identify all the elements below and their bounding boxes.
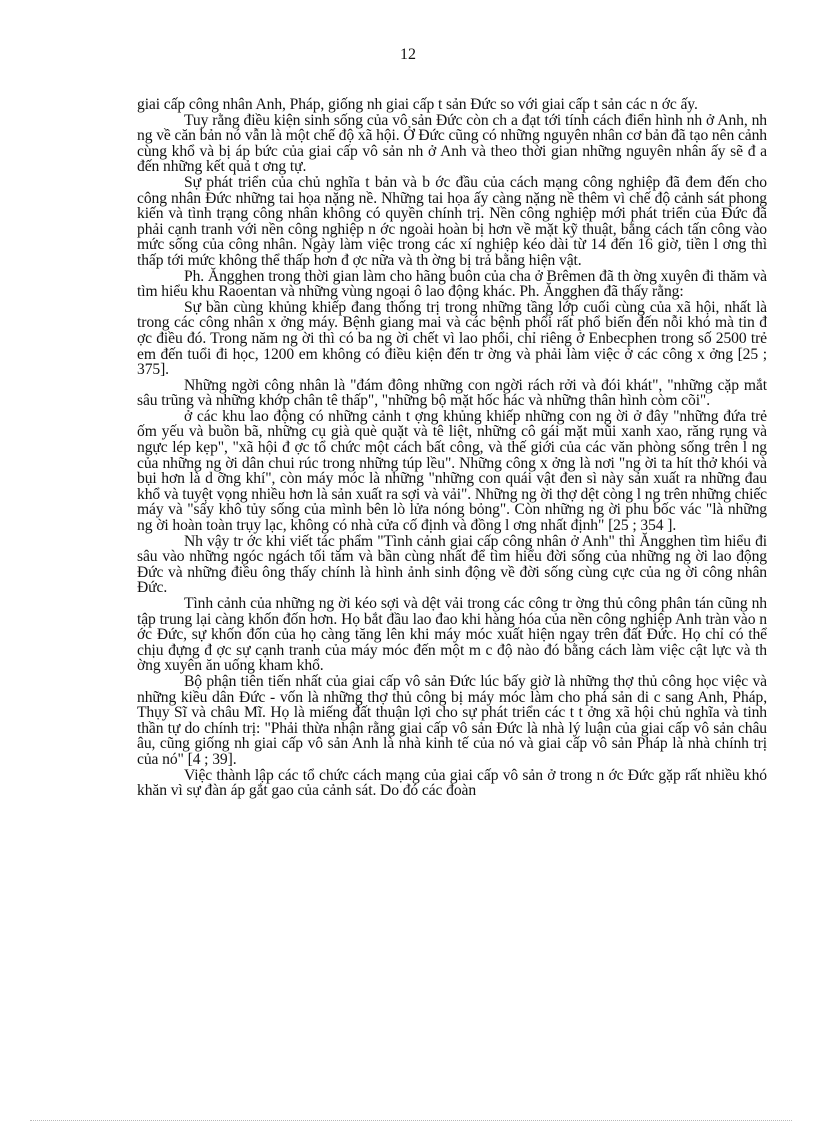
document-body: [137, 97, 767, 799]
quotation-paragraph: Sự bần cùng khủng khiếp đang thống trị trong những tầng lớp cuối cùng của xã hội, nhất là trong các công nhân x ởng máy. Bệnh giang mai và các bệnh phổi rất phổ biến đến nỗi khó mà tin đ ợc điều đó. Trong năm ng ời thì có ba ng ời chết vì lao phổi, chỉ riêng ở Enbecphen trong số 2500 trẻ em đến tuổi đi học, 1200 em không có điều kiện đến tr ờng và phải làm việc ở các công x ởng [25 ; 375].: [137, 298, 767, 379]
paragraph-2: Tuy rằng điều kiện sinh sống của vô sản Đức còn ch a đạt tới tính cách điển hình nh ở Anh, nh ng về căn bản nó vẫn là một chế độ xã hội. Ở Đức cũng có những nguyên nhân cơ bản đã tạo nên cảnh cùng khổ và bị áp bức của giai cấp vô sản nh ở Anh và theo thời gian những nguyên nhân ấy sẽ đ a đến những kết quả t ơng tự.: [137, 111, 767, 176]
paragraph-10: Bộ phận tiên tiến nhất của giai cấp vô sản Đức lúc bấy giờ là những thợ thủ công học việc và những kiều dân Đức - vốn là những thợ thủ công bị máy móc làm cho phá sản di c sang Anh, Pháp, Thụy Sĩ và châu Mĩ. Họ là miếng đất thuận lợi cho sự phát triển các t t ởng xã hội chủ nghĩa và tinh thần tự do chính trị: "Phải thừa nhận rằng giai cấp vô sản Đức là nhà lý luận của giai cấp vô sản châu âu, cũng giống nh giai cấp vô sản Anh là nhà kinh tế của nó và giai cấp vô sản Pháp là nhà chính trị của nó" [4 ; 39].: [137, 672, 767, 768]
paragraph-4: Ph. Ăngghen trong thời gian làm cho hãng buôn của cha ở Brêmen đã th ờng xuyên đi thăm và tìm hiểu khu Raoentan và những vùng ngoại ô lao động khác. Ph. Ăngghen đã thấy rằng:: [137, 267, 767, 301]
paragraph-11: Việc thành lập các tổ chức cách mạng của giai cấp vô sản ở trong n ớc Đức gặp rất nhiều khó khăn vì sự đàn áp gắt gao của cảnh sát. Do đó các đoàn: [137, 766, 767, 800]
paragraph-6: Những ngời công nhân là "đám đông những con ngời rách rởi và đói khát", "những cặp mắt sâu trũng và những khớp chân tê thấp", "những bộ mặt hốc hác và những thân hình còm cõi".: [137, 376, 767, 410]
page-bottom-divider: [30, 1120, 792, 1121]
page-number: 12: [400, 46, 416, 63]
paragraph-8: Nh vậy tr ớc khi viết tác phẩm "Tình cảnh giai cấp công nhân ở Anh" thì Ăngghen tìm hiểu đi sâu vào những ngóc ngách tối tăm và bần cùng nhất để tìm hiểu đời sống của những ng ời lao động Đức và những điều ông thấy chính là hình ảnh sinh động về đời sống cùng cực của ng ời công nhân Đức.: [137, 532, 767, 597]
paragraph-3: Sự phát triển của chủ nghĩa t bản và b ớc đầu của cách mạng công nghiệp đã đem đến cho công nhân Đức những tai họa nặng nề. Những tai họa ấy càng nặng nề thêm vì chế độ cảnh sát phong kiến và tình trạng công nhân không có quyền chính trị. Nền công nghiệp mới phát triển của Đức đã phải cạnh tranh với nền công nghiệp n ớc ngoài hoàn bị hơn về mặt kỹ thuật, bằng cách tấn công vào mức sống của công nhân. Ngày làm việc trong các xí nghiệp kéo dài từ 14 đến 16 giờ, tiền l ơng thì thấp tới mức không thể thấp hơn đ ợc nữa và th ờng bị trả bằng hiện vật.: [137, 173, 767, 269]
paragraph-9: Tình cảnh của những ng ời kéo sợi và dệt vải trong các công tr ờng thủ công phân tán cũng nh tập trung lại càng khốn đốn hơn. Họ bắt đầu lao đao khi hàng hóa của nền công nghiệp Anh tràn vào n ớc Đức, sự khốn đốn của họ càng tăng lên khi máy móc xuất hiện ngay trên đất Đức. Họ chỉ có thể chịu đựng đ ợc sự cạnh tranh của máy móc đến một m c độ nào đó bằng cách làm việc cật lực và th ờng xuyên ăn uống kham khổ.: [137, 595, 767, 675]
paragraph-7: ở các khu lao động có những cảnh t ợng khủng khiếp những con ng ời ở đây "những đứa trẻ ốm yếu và buồn bã, những cụ già què quặt và tê liệt, những cô gái mặt mũi xanh xao, răng rụng và ngực lép kẹp", "xã hội đ ợc tổ chức một cách bất công, và thế giới của các văn phòng sống trên l ng của những ng ời dân chui rúc trong những túp lều". Những công x ởng là nơi "ng ời ta hít thở khói và bụi hơn là d ỡng khí", còn máy móc là những "những con quái vật đen sì này sản xuất ra những đau khổ và tuyệt vọng nhiều hơn là sản xuất ra sợi và vải". Những ng ời thợ dệt còng l ng trên những chiếc máy và "sấy khô tủy sống của mình bên lò lửa nóng bỏng". Còn những ng ời phu bốc vác "là những ng ời hoàn toàn trụy lạc, không có nhà cửa cố định và đồng l ơng nhất định" [25 ; 354 ].: [137, 407, 767, 535]
paragraph-1: giai cấp công nhân Anh, Pháp, giống nh giai cấp t sản Đức so với giai cấp t sản các n ớc ấy.: [137, 96, 698, 113]
